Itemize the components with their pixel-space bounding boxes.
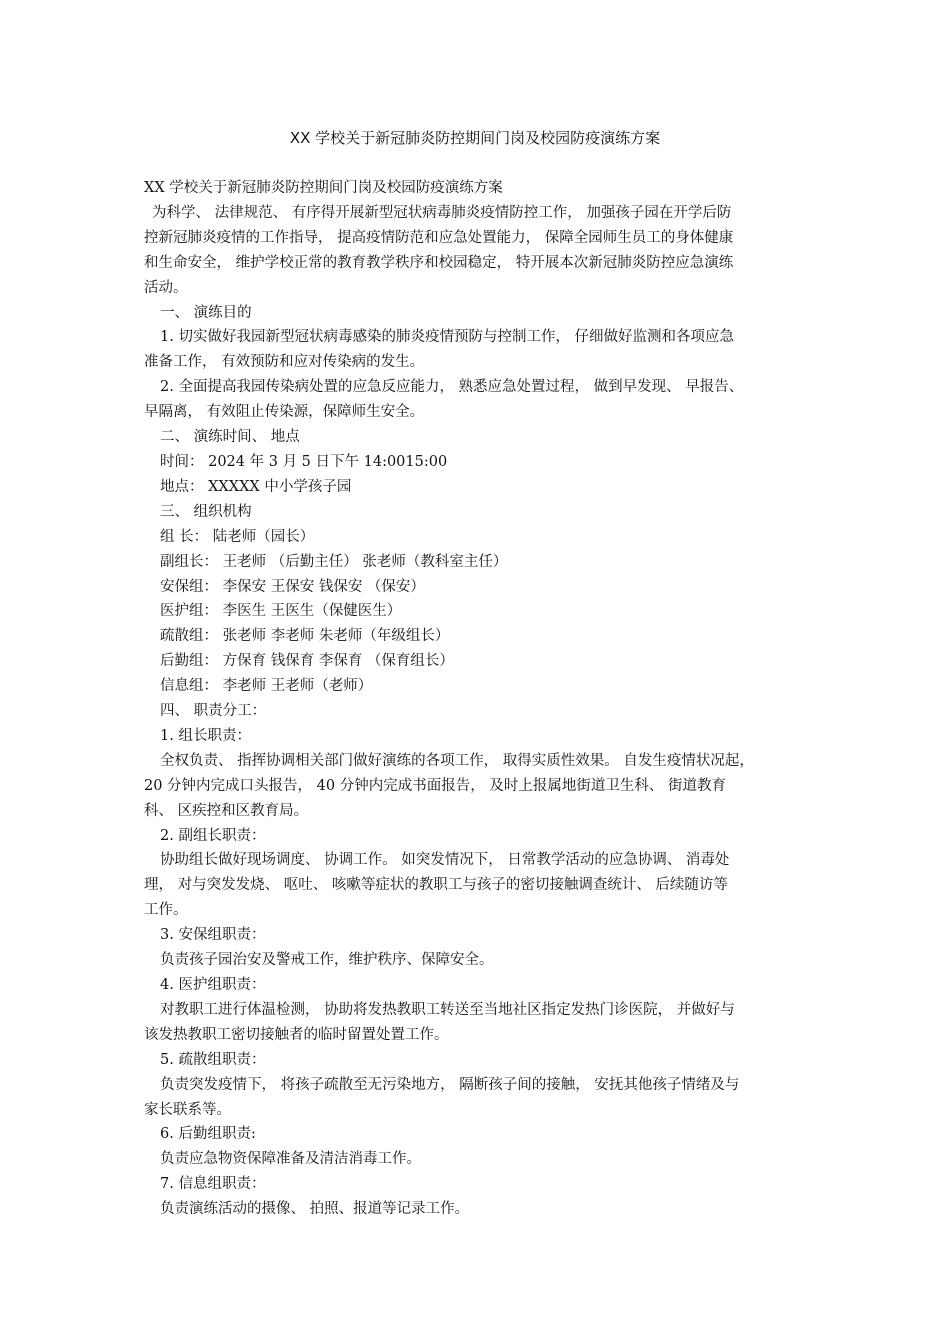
body-line: 准备工作， 有效预防和应对传染病的发生。: [144, 354, 425, 371]
body-line: 医护组： 李医生 王医生（保健医生）: [160, 603, 402, 620]
body-line: 负责突发疫情下， 将孩子疏散至无污染地方， 隔断孩子间的接触， 安抚其他孩子情绪及与: [160, 1076, 740, 1093]
body-line: 副组长： 王老师 （后勤主任） 张老师（教科室主任）: [160, 553, 508, 570]
body-line: 该发热教职工密切接触者的临时留置处置工作。: [144, 1026, 449, 1043]
body-line: 负责孩子园治安及警戒工作，维护秩序、保障安全。: [160, 952, 494, 969]
body-line: 时间： 2024 年 3 月 5 日下午 14:0015:00: [160, 453, 448, 470]
body-line: 5. 疏散组职责：: [160, 1051, 266, 1068]
body-line: 3. 安保组职责：: [160, 927, 266, 944]
body-line: 负责应急物资保障准备及清洁消毒工作。: [160, 1151, 421, 1168]
body-line: 组 长： 陆老师（园长）: [160, 528, 315, 545]
body-line: 家长联系等。: [144, 1101, 231, 1118]
body-line: 地点： XXXXX 中小学孩子园: [160, 478, 352, 495]
body-line: 疏散组： 张老师 李老师 朱老师（年级组长）: [160, 628, 450, 645]
body-line: 全权负责、 指挥协调相关部门做好演练的各项工作， 取得实质性效果。 自发生疫情状况起，: [160, 752, 754, 769]
document-title: XX 学校关于新冠肺炎防控期间门岗及校园防疫演练方案: [289, 129, 661, 147]
body-line: 为科学、 法律规范、 有序得开展新型冠状病毒肺炎疫情防控工作， 加强孩子园在开学后防: [152, 204, 732, 221]
body-line: 对教职工进行体温检测， 协助将发热教职工转送至当地社区指定发热门诊医院， 并做好与: [160, 1001, 735, 1018]
body-line: 二、 演练时间、 地点: [160, 429, 300, 446]
body-line: 工作。: [144, 902, 188, 919]
document-body: [144, 176, 814, 1222]
body-line: 安保组： 李保安 王保安 钱保安 （保安）: [160, 578, 425, 595]
body-line: 活动。: [144, 279, 188, 296]
body-line: 后勤组： 方保育 钱保育 李保育 （保育组长）: [160, 653, 454, 670]
body-line: 6. 后勤组职责:: [160, 1126, 256, 1143]
body-line: 4. 医护组职责：: [160, 977, 266, 993]
body-line: 协助组长做好现场调度、 协调工作。 如突发情况下， 日常教学活动的应急协调、 消毒处: [160, 852, 730, 869]
body-line: 20 分钟内完成口头报告， 40 分钟内完成书面报告， 及时上报属地街道卫生科、 街道教育: [144, 777, 726, 794]
body-line: 四、 职责分工：: [160, 703, 267, 720]
body-line: 理， 对与突发发烧、 呕吐、 咳嗽等症状的教职工与孩子的密切接触调查统计、 后续随访等: [144, 877, 728, 894]
body-line: 负责演练活动的摄像、 拍照、报道等记录工作。: [160, 1201, 470, 1218]
body-line: 一、 演练目的: [160, 304, 252, 321]
body-line: 早隔离， 有效阻止传染源，保障师生安全。: [144, 404, 425, 421]
body-line: 7. 信息组职责：: [160, 1176, 266, 1193]
body-line: 控新冠肺炎疫情的工作指导， 提高疫情防范和应急处置能力， 保障全园师生员工的身体健康: [144, 229, 734, 246]
body-line: 2. 全面提高我园传染病处置的应急反应能力， 熟悉应急处置过程， 做到早发现、 早报告、: [160, 379, 744, 396]
body-line: 1. 切实做好我园新型冠状病毒感染的肺炎疫情预防与控制工作， 仔细做好监测和各项应急: [160, 329, 735, 346]
body-line: 1. 组长职责：: [160, 727, 251, 744]
body-line: 2. 副组长职责：: [160, 827, 266, 844]
body-line: 科、 区疾控和区教育局。: [144, 802, 309, 819]
body-line: XX 学校关于新冠肺炎防控期间门岗及校园防疫演练方案: [144, 180, 503, 196]
body-line: 三、 组织机构: [160, 503, 252, 520]
body-line: 和生命安全， 维护学校正常的教育教学秩序和校园稳定， 特开展本次新冠肺炎防控应急演练: [144, 254, 734, 271]
body-line: 信息组： 李老师 王老师（老师）: [160, 678, 373, 695]
